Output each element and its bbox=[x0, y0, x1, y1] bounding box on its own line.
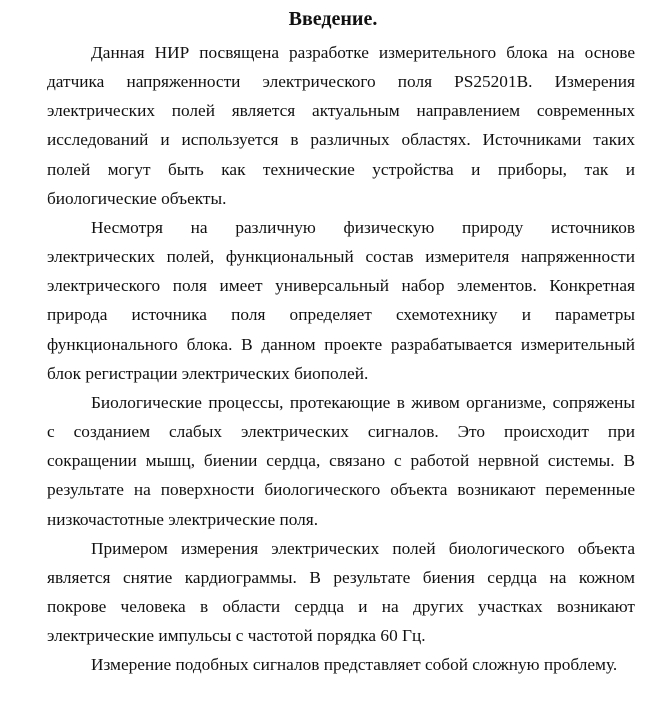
paragraph-line: природа источника поля определяет схемотехнику и параметры bbox=[47, 305, 635, 325]
paragraph-line: электрического поля имеет универсальный набор элементов. Конкретная bbox=[47, 276, 635, 296]
paragraph-line: биологические объекты. bbox=[47, 188, 227, 208]
paragraph-line: покрове человека в области сердца и на других участках возникают bbox=[47, 596, 635, 616]
paragraph-line: исследований и используется в различных областях. Источниками таких bbox=[47, 130, 635, 150]
paragraph-line: сокращении мышц, биении сердца, связано с работой нервной системы. В bbox=[47, 451, 635, 471]
paragraph-line: является снятие кардиограммы. В результате биения сердца на кожном bbox=[47, 567, 635, 587]
paragraph-line: блок регистрации электрических биополей. bbox=[47, 363, 369, 383]
paragraph-4 bbox=[47, 534, 635, 651]
body-text bbox=[47, 38, 635, 679]
paragraph-line: Данная НИР посвящена разработке измерительного блока на основе bbox=[91, 43, 635, 62]
section-title: Введение. bbox=[288, 8, 378, 30]
paragraph-line: результате на поверхности биологического объекта возникают переменные bbox=[47, 480, 635, 500]
paragraph-5 bbox=[47, 650, 635, 679]
paragraph-line: Измерение подобных сигналов представляет собой сложную проблему. bbox=[91, 655, 618, 675]
paragraph-line: полей могут быть как технические устройства и приборы, так и bbox=[47, 159, 635, 179]
paragraph-3 bbox=[47, 388, 635, 534]
paragraph-line: низкочастотные электрические поля. bbox=[47, 509, 319, 529]
paragraph-1 bbox=[47, 38, 635, 213]
paragraph-line: электрические импульсы с частотой порядка 60 Гц. bbox=[47, 626, 426, 646]
paragraph-line: с созданием слабых электрических сигналов. Это происходит при bbox=[47, 422, 635, 442]
paragraph-line: Биологические процессы, протекающие в живом организме, сопряжены bbox=[91, 392, 635, 412]
paragraph-line: Несмотря на различную физическую природу источников bbox=[91, 217, 635, 237]
paragraph-line: электрических полей является актуальным направлением современных bbox=[47, 101, 635, 121]
paragraph-line: электрических полей, функциональный состав измерителя напряженности bbox=[47, 247, 635, 267]
paragraph-line: функционального блока. В данном проекте разрабатывается измерительный bbox=[47, 334, 635, 354]
paragraph-2 bbox=[47, 213, 635, 388]
paragraph-line: Примером измерения электрических полей биологического объекта bbox=[91, 538, 635, 558]
paragraph-line: датчика напряженности электрического поля PS25201B. Измерения bbox=[47, 72, 635, 92]
